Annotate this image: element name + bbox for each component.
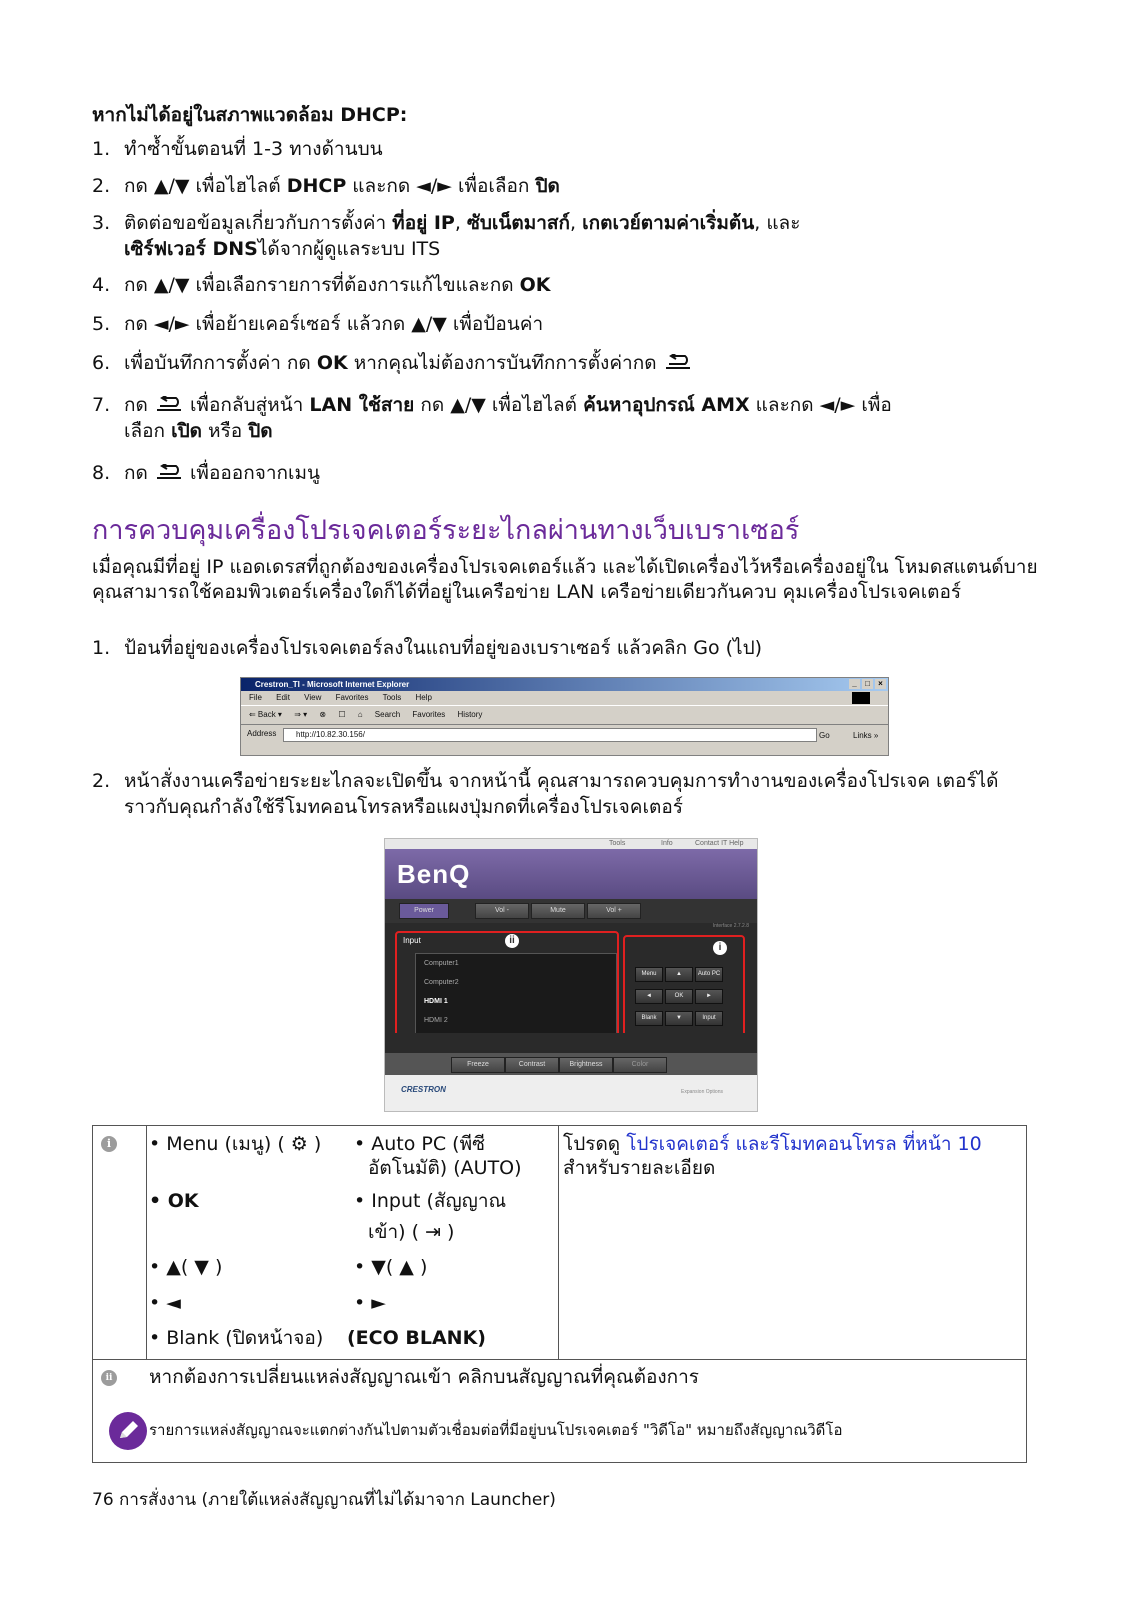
forward-button: ⇒ ▾ <box>294 710 308 719</box>
info-i-icon: i <box>713 941 727 955</box>
back-icon <box>663 354 693 374</box>
search-button: Search <box>374 710 401 719</box>
windows-logo-icon <box>852 692 870 704</box>
step-number: 1. <box>92 637 111 659</box>
step-text: หน้าสั่งงานเครือข่ายระยะไกลจะเปิดขึ้น จากหน้านี้ คุณสามารถควบคุมการทำงานของเครื่องโปรเจค เตอร์ได้ราวกับคุณกำลังใช้รีโมทคอนโทรลหรือแผงปุ่มกดที่เครื่องโปรเจคเตอร์ <box>124 770 999 818</box>
web-control-screenshot <box>384 838 758 1112</box>
step-number: 2. <box>92 770 111 792</box>
section-heading: การควบคุมเครื่องโปรเจคเตอร์ระยะไกลผ่านทางเว็บเบราเซอร์ <box>92 515 800 546</box>
step-text <box>124 392 1052 444</box>
mute-button: Mute <box>531 903 585 919</box>
tools-link: Tools <box>609 840 626 847</box>
remote-left-button: ◄ <box>635 989 663 1004</box>
step-text-part: , <box>570 212 583 234</box>
table-item: (ECO BLANK) <box>347 1327 486 1349</box>
minimize-icon: _ <box>849 679 860 689</box>
browser-title-bar <box>241 678 888 691</box>
info-ii-icon: ii <box>505 934 519 948</box>
step-8 <box>92 460 1052 486</box>
remote-menu-button: Menu <box>635 967 663 982</box>
divider <box>146 1126 147 1359</box>
step-text <box>124 460 1052 486</box>
version-text: Interface 2.7.2.8 <box>712 923 749 929</box>
back-icon <box>154 396 184 416</box>
freeze-button: Freeze <box>451 1057 505 1073</box>
table-item: • ◄ <box>149 1292 181 1314</box>
step-text: ทำซ้ำขั้นตอนที่ 1-3 ทางด้านบน <box>124 138 383 160</box>
reference-suffix: สำหรับรายละเอียด <box>563 1157 716 1179</box>
input-item-selected: HDMI 1 <box>424 998 448 1005</box>
panel-nav <box>385 899 757 923</box>
favorites-button: Favorites <box>412 710 446 719</box>
info-link: Info <box>661 840 673 847</box>
input-item: Computer1 <box>424 960 459 967</box>
input-title: Input <box>403 936 421 945</box>
history-button: History <box>457 710 483 719</box>
step-text-part: , และ <box>754 212 801 234</box>
menu-tools: Tools <box>382 693 402 702</box>
step-2 <box>92 173 1052 199</box>
remote-autopc-button: Auto PC <box>695 967 723 982</box>
step-number: 5. <box>92 313 111 335</box>
step-3 <box>92 210 1052 262</box>
reference-prefix: โปรดดู <box>563 1133 627 1155</box>
intro-paragraph: เมื่อคุณมีที่อยู่ IP แอดเดรสที่ถูกต้องของเครื่องโปรเจคเตอร์แล้ว และได้เปิดเครื่องไว้หรือเครื่องอยู่ใน โหมดสแตนด์บาย คุณสามารถใช้คอมพิวเตอร์เครื่องใดก็ได้ที่อยู่ในเครือข่าย LAN เครือข่ายเดียวกันควบ คุมเครื่องโปรเจคเตอร์ <box>92 556 1038 603</box>
input-item: Computer2 <box>424 979 459 986</box>
table-item: • ▲( ▼ ) <box>149 1256 223 1278</box>
web-step-1 <box>92 635 1052 661</box>
benq-logo: BenQ <box>397 859 471 889</box>
browser-screenshot <box>240 677 889 756</box>
menu-help: Help <box>415 693 432 702</box>
step-text-part: กด ▲/▼ เพื่อไฮไลต์ <box>414 394 584 416</box>
step-text <box>124 272 1052 298</box>
step-number: 1. <box>92 138 111 160</box>
bold-term: LAN ใช้สาย <box>309 394 415 416</box>
table-item: เข้า) ( ⇥ ) <box>368 1221 455 1243</box>
step-text-part: และกด ◄/► เพื่อ <box>749 394 892 416</box>
panel-footer <box>385 1075 757 1111</box>
input-instruction: หากต้องการเปลี่ยนแหล่งสัญญาณเข้า คลิกบนสัญญาณที่คุณต้องการ <box>149 1366 700 1388</box>
step-text-part: เพื่อกลับสู่หน้า <box>189 394 310 416</box>
step-text-part: กด <box>124 394 148 416</box>
back-icon <box>154 464 184 484</box>
table-item: • OK <box>149 1190 199 1212</box>
step-text-part: กด ▲/▼ เพื่อเลือกรายการที่ต้องการแก้ไขและกด <box>124 274 520 296</box>
step-number: 4. <box>92 274 111 296</box>
address-label: Address <box>247 729 277 738</box>
info-table <box>92 1125 1027 1463</box>
remote-ok-button: OK <box>665 989 693 1004</box>
crestron-logo: CRESTRON <box>401 1085 446 1094</box>
step-text: ป้อนที่อยู่ของเครื่องโปรเจคเตอร์ลงในแถบที่อยู่ของเบราเซอร์ แล้วคลิก Go (ไป) <box>124 637 763 659</box>
step-text-part: เพื่อบันทึกการตั้งค่า กด <box>124 352 317 374</box>
bold-term: เกตเวย์ตามค่าเริ่มต้น <box>582 212 755 234</box>
note-pencil-icon <box>109 1412 147 1450</box>
step-number: 2. <box>92 175 111 197</box>
contact-link: Contact IT Help <box>695 840 744 847</box>
table-item: • Input (สัญญาณ <box>354 1190 507 1212</box>
step-text-part: เลือก <box>124 420 172 442</box>
address-url: http://10.82.30.156/ <box>283 728 817 742</box>
page-footer: 76 การสั่งงาน (ภายใต้แหล่งสัญญาณที่ไม่ได้มาจาก Launcher) <box>92 1490 556 1510</box>
browser-menu-bar <box>241 691 888 705</box>
remote-blank-button: Blank <box>635 1011 663 1026</box>
menu-file: File <box>249 693 262 702</box>
step-text-part: ติดต่อขอข้อมูลเกี่ยวกับการตั้งค่า <box>124 212 393 234</box>
bold-term: ค้นหาอุปกรณ์ AMX <box>583 394 750 416</box>
browser-toolbar <box>241 705 888 725</box>
vol-down-button: Vol - <box>475 903 529 919</box>
panel-spacer <box>385 1033 757 1053</box>
table-item: • Menu (เมนู) ( ⚙ ) <box>149 1133 322 1155</box>
bold-term: เปิด <box>171 420 202 442</box>
divider <box>558 1126 559 1359</box>
remote-down-button: ▼ <box>665 1011 693 1026</box>
contrast-button: Contrast <box>505 1057 559 1073</box>
bold-term: ที่อยู่ IP <box>392 212 455 234</box>
table-item: • Auto PC (พีซี <box>354 1133 485 1155</box>
reference-link[interactable]: โปรเจคเตอร์ และรีโมทคอนโทรล ที่หน้า 10 <box>626 1133 982 1155</box>
bold-term: DHCP <box>286 175 347 197</box>
menu-favorites: Favorites <box>335 693 369 702</box>
info-i-icon: i <box>101 1136 117 1152</box>
step-text: กด ◄/► เพื่อย้ายเคอร์เซอร์ แล้วกด ▲/▼ เพื่อป้อนค่า <box>124 313 544 335</box>
home-icon: ⌂ <box>357 710 363 719</box>
bold-term: ปิด <box>248 420 273 442</box>
step-text-part: กด ▲/▼ เพื่อไฮไลต์ <box>124 175 287 197</box>
subheading: หากไม่ได้อยู่ในสภาพแวดล้อม DHCP: <box>92 104 408 126</box>
close-icon: × <box>875 679 886 689</box>
step-text <box>124 210 1052 262</box>
stop-icon: ⊗ <box>319 710 327 719</box>
bold-term: ซับเน็ตมาสก์ <box>466 212 571 234</box>
step-text <box>124 173 1052 199</box>
step-7 <box>92 392 1052 444</box>
browser-title: Crestron_TI - Microsoft Internet Explorer <box>255 680 410 689</box>
adjust-bar <box>385 1053 757 1075</box>
step-text-part: , <box>454 212 467 234</box>
refresh-icon: ☐ <box>338 710 346 719</box>
step-text <box>124 350 1052 376</box>
info-ii-icon: ii <box>101 1370 117 1386</box>
step-text-part: เพื่อออกจากเมนู <box>189 462 321 484</box>
divider <box>93 1359 1026 1360</box>
step-number: 3. <box>92 212 111 234</box>
step-number: 8. <box>92 462 111 484</box>
address-bar <box>241 725 888 743</box>
expansion-link: Expansion Options <box>681 1089 723 1095</box>
brightness-button: Brightness <box>559 1057 613 1073</box>
table-item: • ▼( ▲ ) <box>354 1256 428 1278</box>
remote-input-button: Input <box>695 1011 723 1026</box>
step-1 <box>92 136 1052 162</box>
remote-section-highlight <box>623 935 745 1039</box>
go-button: Go <box>819 731 830 740</box>
panel-body <box>385 923 757 1033</box>
step-6 <box>92 350 1052 376</box>
menu-view: View <box>304 693 322 702</box>
table-item: อัตโนมัติ) (AUTO) <box>368 1157 522 1179</box>
table-item: • ► <box>354 1292 386 1314</box>
vol-up-button: Vol + <box>587 903 641 919</box>
bold-term: OK <box>316 352 348 374</box>
menu-edit: Edit <box>276 693 290 702</box>
links-button: Links » <box>853 731 879 740</box>
input-item: HDMI 2 <box>424 1017 448 1024</box>
maximize-icon: □ <box>862 679 873 689</box>
step-text-part: หากคุณไม่ต้องการบันทึกการตั้งค่ากด <box>347 352 657 374</box>
color-button: Color <box>613 1057 667 1073</box>
web-step-2 <box>92 768 1052 820</box>
note-text: รายการแหล่งสัญญาณจะแตกต่างกันไปตามตัวเชื่อมต่อที่มีอยู่บนโปรเจคเตอร์ "วิดีโอ" หมายถึงสัญญาณวิดีโอ <box>149 1421 843 1439</box>
remote-up-button: ▲ <box>665 967 693 982</box>
bold-term: OK <box>519 274 551 296</box>
bold-term: ปิด <box>535 175 560 197</box>
back-button: ⇐ Back ▾ <box>249 710 282 719</box>
table-item: • Blank (ปิดหน้าจอ) <box>149 1327 324 1349</box>
step-number: 7. <box>92 394 111 416</box>
step-text-part: หรือ <box>202 420 249 442</box>
bold-term: เซิร์ฟเวอร์ DNS <box>124 238 258 260</box>
step-text-part: กด <box>124 462 148 484</box>
power-button: Power <box>399 903 449 919</box>
top-links <box>385 839 757 849</box>
step-5 <box>92 311 1052 337</box>
step-4 <box>92 272 1052 298</box>
step-number: 6. <box>92 352 111 374</box>
step-text-part: ได้จากผู้ดูแลระบบ ITS <box>257 238 441 260</box>
remote-right-button: ► <box>695 989 723 1004</box>
step-text-part: และกด ◄/► เพื่อเลือก <box>346 175 536 197</box>
